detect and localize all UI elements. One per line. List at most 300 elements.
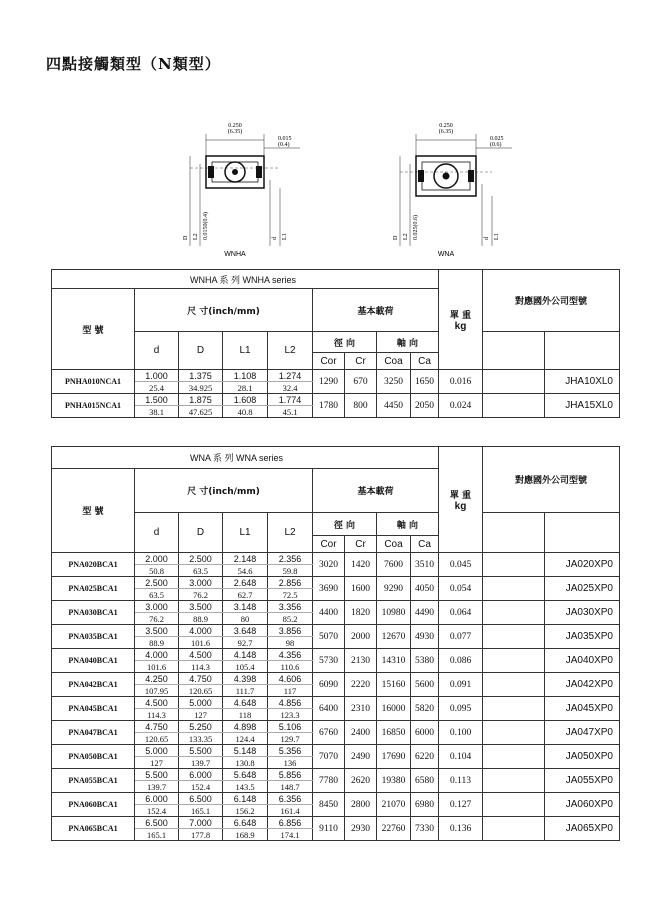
load-coa: 21070	[377, 793, 411, 817]
dim-L1-mm: 40.8	[223, 406, 268, 418]
load-ca: 6580	[411, 769, 439, 793]
dim-L1-inch: 1.608	[223, 394, 268, 406]
weight-cell: 0.077	[439, 625, 483, 649]
label-tolerance: 0.0150(0.4)	[203, 212, 209, 240]
ref-header: 對應國外公司型號	[483, 270, 620, 332]
dim-d-mm: 127	[135, 757, 179, 769]
ref-spacer	[483, 601, 545, 625]
ref-part-number: JA055XP0	[545, 769, 620, 793]
dim-D-inch: 6.000	[179, 769, 223, 781]
ref-part-number: JHA15XL0	[545, 394, 620, 418]
col-cr: Cr	[345, 353, 377, 370]
load-coa: 16000	[377, 697, 411, 721]
col-D: D	[179, 513, 223, 553]
load-cor: 1780	[313, 394, 345, 418]
load-ca: 6220	[411, 745, 439, 769]
dim-L2-inch: 1.774	[268, 394, 313, 406]
load-cr: 2130	[345, 649, 377, 673]
table-row	[52, 625, 620, 637]
dim-L2-inch: 4.356	[268, 649, 313, 661]
dim-D-inch: 1.375	[179, 370, 223, 382]
dim-D-mm: 101.6	[179, 637, 223, 649]
dim-L2-mm: 45.1	[268, 406, 313, 418]
dim-D-inch: 2.500	[179, 553, 223, 565]
load-ca: 6000	[411, 721, 439, 745]
dim-L1-inch: 3.648	[223, 625, 268, 637]
dim-D-mm: 47.625	[179, 406, 223, 418]
dim-L1-inch: 3.148	[223, 601, 268, 613]
load-ca: 2050	[411, 394, 439, 418]
dim-chamfer-inch: 0.025	[490, 136, 504, 142]
dim-d-inch: 2.000	[135, 553, 179, 565]
dim-L2-inch: 1.274	[268, 370, 313, 382]
dim-L2-mm: 117	[268, 685, 313, 697]
col-L2: L2	[268, 513, 313, 553]
dim-D-mm: 139.7	[179, 757, 223, 769]
load-cor: 8450	[313, 793, 345, 817]
weight-cell: 0.100	[439, 721, 483, 745]
model-cell: PNA065BCA1	[52, 817, 135, 841]
dim-L2-inch: 5.356	[268, 745, 313, 757]
ref-blank	[483, 513, 545, 553]
weight-label: 單 重	[449, 490, 472, 501]
dim-L2-inch: 2.356	[268, 553, 313, 565]
model-cell: PNHA010NCA1	[52, 370, 135, 394]
weight-cell: 0.086	[439, 649, 483, 673]
table-row	[52, 394, 620, 406]
size-header: 尺 寸(inch/mm)	[135, 469, 313, 513]
dim-d-mm: 63.5	[135, 589, 179, 601]
dim-L2-mm: 59.8	[268, 565, 313, 577]
load-cr: 2800	[345, 793, 377, 817]
dim-L1-mm: 124.4	[223, 733, 268, 745]
dim-L1-mm: 54.6	[223, 565, 268, 577]
load-coa: 9290	[377, 577, 411, 601]
col-d: d	[135, 332, 179, 370]
load-cor: 5730	[313, 649, 345, 673]
dim-L2-mm: 148.7	[268, 781, 313, 793]
weight-cell: 0.016	[439, 370, 483, 394]
model-cell: PNA047BCA1	[52, 721, 135, 745]
dim-L2-inch: 4.856	[268, 697, 313, 709]
load-cr: 1420	[345, 553, 377, 577]
load-coa: 12670	[377, 625, 411, 649]
spec-table-wnha	[51, 269, 620, 418]
load-cor: 7780	[313, 769, 345, 793]
weight-cell: 0.104	[439, 745, 483, 769]
page-title: 四點接觸類型（N類型）	[46, 55, 221, 73]
dim-d-mm: 165.1	[135, 829, 179, 841]
table-row	[52, 721, 620, 733]
load-cr: 800	[345, 394, 377, 418]
dim-D-inch: 3.000	[179, 577, 223, 589]
label-L1: L1	[494, 233, 500, 240]
ref-part-number: JA060XP0	[545, 793, 620, 817]
load-cr: 1820	[345, 601, 377, 625]
dim-L1-inch: 5.148	[223, 745, 268, 757]
dim-d-mm: 152.4	[135, 805, 179, 817]
load-ca: 7330	[411, 817, 439, 841]
model-cell: PNA045BCA1	[52, 697, 135, 721]
dim-D-mm: 127	[179, 709, 223, 721]
load-ca: 6980	[411, 793, 439, 817]
load-coa: 14310	[377, 649, 411, 673]
ref-spacer	[483, 721, 545, 745]
spec-table-wna	[51, 446, 620, 841]
dim-d-mm: 101.6	[135, 661, 179, 673]
label-L2: L2	[403, 233, 409, 240]
model-cell: PNA035BCA1	[52, 625, 135, 649]
dim-L2-mm: 123.3	[268, 709, 313, 721]
ref-spacer	[483, 649, 545, 673]
dim-D-mm: 63.5	[179, 565, 223, 577]
figure-caption: WNA	[437, 251, 455, 258]
ref-part-number: JA047XP0	[545, 721, 620, 745]
ref-spacer	[483, 394, 545, 418]
dim-L2-inch: 2.856	[268, 577, 313, 589]
label-d: d	[484, 237, 490, 240]
col-coa: Coa	[377, 353, 411, 370]
load-ca: 5820	[411, 697, 439, 721]
label-D: D	[393, 235, 399, 240]
dim-L1-inch: 4.898	[223, 721, 268, 733]
dim-L2-inch: 5.856	[268, 769, 313, 781]
dim-d-inch: 4.500	[135, 697, 179, 709]
dim-D-mm: 114.3	[179, 661, 223, 673]
dim-L1-inch: 4.398	[223, 673, 268, 685]
label-tolerance: 0.025(0.6)	[413, 215, 419, 240]
ref-part-number: JHA10XL0	[545, 370, 620, 394]
dim-d-inch: 1.000	[135, 370, 179, 382]
dim-D-mm: 177.8	[179, 829, 223, 841]
ref-part-number: JA025XP0	[545, 577, 620, 601]
dim-D-mm: 34.925	[179, 382, 223, 394]
dim-L2-mm: 174.1	[268, 829, 313, 841]
ref-spacer	[483, 793, 545, 817]
ref-part-number: JA065XP0	[545, 817, 620, 841]
ref-part-number: JA040XP0	[545, 649, 620, 673]
dim-L1-mm: 143.5	[223, 781, 268, 793]
label-D: D	[183, 235, 189, 240]
col-L1: L1	[223, 332, 268, 370]
dim-L1-inch: 6.648	[223, 817, 268, 829]
dim-d-inch: 6.000	[135, 793, 179, 805]
load-cor: 1290	[313, 370, 345, 394]
dim-d-inch: 3.000	[135, 601, 179, 613]
dim-D-inch: 3.500	[179, 601, 223, 613]
load-cr: 2310	[345, 697, 377, 721]
dim-D-inch: 4.000	[179, 625, 223, 637]
load-header: 基本載荷	[313, 469, 439, 513]
dim-width-mm: (6.35)	[438, 129, 454, 135]
figure-caption: WNHA	[224, 251, 246, 258]
series-header: WNA 系 列 WNA series	[52, 447, 439, 469]
ref-blank	[545, 513, 620, 553]
model-cell: PNA042BCA1	[52, 673, 135, 697]
table-row	[52, 601, 620, 613]
dim-d-mm: 50.8	[135, 565, 179, 577]
dim-chamfer-mm: (0.4)	[278, 142, 290, 148]
dim-D-inch: 1.875	[179, 394, 223, 406]
dim-L2-inch: 3.356	[268, 601, 313, 613]
load-coa: 15160	[377, 673, 411, 697]
dim-d-mm: 107.95	[135, 685, 179, 697]
table-row	[52, 673, 620, 685]
load-cor: 6090	[313, 673, 345, 697]
weight-unit: kg	[454, 500, 467, 512]
load-ca: 4930	[411, 625, 439, 649]
table-row	[52, 577, 620, 589]
dim-L2-inch: 5.106	[268, 721, 313, 733]
dim-L2-inch: 6.356	[268, 793, 313, 805]
load-cor: 5070	[313, 625, 345, 649]
load-coa: 4450	[377, 394, 411, 418]
ref-spacer	[483, 817, 545, 841]
dim-L2-mm: 110.6	[268, 661, 313, 673]
dim-L1-mm: 62.7	[223, 589, 268, 601]
col-cor: Cor	[313, 536, 345, 553]
dim-D-inch: 4.750	[179, 673, 223, 685]
model-cell: PNA055BCA1	[52, 769, 135, 793]
table-row	[52, 745, 620, 757]
dim-d-mm: 139.7	[135, 781, 179, 793]
load-coa: 7600	[377, 553, 411, 577]
col-L1: L1	[223, 513, 268, 553]
dim-L2-inch: 4.606	[268, 673, 313, 685]
table-row	[52, 649, 620, 661]
load-cr: 2000	[345, 625, 377, 649]
load-cor: 9110	[313, 817, 345, 841]
dim-L1-mm: 80	[223, 613, 268, 625]
weight-cell: 0.095	[439, 697, 483, 721]
ref-part-number: JA035XP0	[545, 625, 620, 649]
dim-d-inch: 3.500	[135, 625, 179, 637]
dim-L1-inch: 4.148	[223, 649, 268, 661]
dim-D-mm: 76.2	[179, 589, 223, 601]
dim-L1-mm: 130.8	[223, 757, 268, 769]
dim-d-mm: 76.2	[135, 613, 179, 625]
ref-spacer	[483, 577, 545, 601]
dim-chamfer-inch: 0.015	[278, 136, 292, 142]
table-row	[52, 793, 620, 805]
dim-L1-inch: 4.648	[223, 697, 268, 709]
dim-L2-inch: 3.856	[268, 625, 313, 637]
weight-label: 單 重	[449, 310, 472, 321]
col-coa: Coa	[377, 536, 411, 553]
weight-cell: 0.127	[439, 793, 483, 817]
weight-cell: 0.045	[439, 553, 483, 577]
label-d: d	[272, 237, 278, 240]
load-cor: 6760	[313, 721, 345, 745]
dim-L1-mm: 168.9	[223, 829, 268, 841]
dim-D-mm: 165.1	[179, 805, 223, 817]
load-cr: 2220	[345, 673, 377, 697]
dim-D-mm: 152.4	[179, 781, 223, 793]
load-ca: 4050	[411, 577, 439, 601]
model-cell: PNA020BCA1	[52, 553, 135, 577]
dim-L1-mm: 111.7	[223, 685, 268, 697]
load-cr: 1600	[345, 577, 377, 601]
weight-header	[439, 270, 483, 370]
label-L1: L1	[282, 233, 288, 240]
load-cr: 2930	[345, 817, 377, 841]
model-header: 型 號	[52, 469, 135, 553]
col-L2: L2	[268, 332, 313, 370]
weight-header	[439, 447, 483, 553]
load-cor: 4400	[313, 601, 345, 625]
table-row	[52, 697, 620, 709]
dim-d-inch: 5.500	[135, 769, 179, 781]
series-header: WNHA 系 列 WNHA series	[52, 270, 439, 289]
load-coa: 17690	[377, 745, 411, 769]
ref-spacer	[483, 769, 545, 793]
load-ca: 3510	[411, 553, 439, 577]
dim-L1-inch: 1.108	[223, 370, 268, 382]
axial-header: 軸 向	[377, 332, 439, 353]
dim-d-inch: 2.500	[135, 577, 179, 589]
load-cr: 670	[345, 370, 377, 394]
weight-cell: 0.113	[439, 769, 483, 793]
dim-L1-mm: 118	[223, 709, 268, 721]
dim-D-inch: 4.500	[179, 649, 223, 661]
load-cor: 6400	[313, 697, 345, 721]
ref-spacer	[483, 697, 545, 721]
weight-cell: 0.136	[439, 817, 483, 841]
ref-spacer	[483, 673, 545, 697]
ref-spacer	[483, 370, 545, 394]
dim-D-mm: 133.35	[179, 733, 223, 745]
col-cr: Cr	[345, 536, 377, 553]
dim-width-mm: (6.35)	[227, 129, 243, 135]
dim-L2-inch: 6.856	[268, 817, 313, 829]
load-cor: 3020	[313, 553, 345, 577]
dim-chamfer-mm: (0.6)	[490, 142, 502, 148]
ref-part-number: JA042XP0	[545, 673, 620, 697]
ref-part-number: JA050XP0	[545, 745, 620, 769]
weight-unit: kg	[454, 320, 467, 332]
dim-D-inch: 6.500	[179, 793, 223, 805]
axial-header: 軸 向	[377, 513, 439, 536]
load-cr: 2620	[345, 769, 377, 793]
col-d: d	[135, 513, 179, 553]
ref-blank	[545, 332, 620, 370]
load-header: 基本載荷	[313, 289, 439, 332]
col-cor: Cor	[313, 353, 345, 370]
dim-D-mm: 88.9	[179, 613, 223, 625]
dim-L1-inch: 5.648	[223, 769, 268, 781]
dim-d-mm: 114.3	[135, 709, 179, 721]
weight-cell: 0.091	[439, 673, 483, 697]
ref-part-number: JA020XP0	[545, 553, 620, 577]
model-header: 型 號	[52, 289, 135, 370]
dim-L2-mm: 98	[268, 637, 313, 649]
col-D: D	[179, 332, 223, 370]
weight-cell: 0.024	[439, 394, 483, 418]
model-cell: PNA030BCA1	[52, 601, 135, 625]
ref-spacer	[483, 553, 545, 577]
table-row	[52, 553, 620, 565]
dim-D-inch: 5.250	[179, 721, 223, 733]
col-ca: Ca	[411, 353, 439, 370]
dim-d-inch: 5.000	[135, 745, 179, 757]
dim-L2-mm: 161.4	[268, 805, 313, 817]
dim-L1-inch: 6.148	[223, 793, 268, 805]
table-row	[52, 817, 620, 829]
dim-L2-mm: 85.2	[268, 613, 313, 625]
col-ca: Ca	[411, 536, 439, 553]
label-L2: L2	[193, 233, 199, 240]
load-coa: 3250	[377, 370, 411, 394]
dim-d-mm: 88.9	[135, 637, 179, 649]
load-cor: 7070	[313, 745, 345, 769]
model-cell: PNHA015NCA1	[52, 394, 135, 418]
dim-D-inch: 5.000	[179, 697, 223, 709]
radial-header: 徑 向	[313, 332, 377, 353]
load-cor: 3690	[313, 577, 345, 601]
ref-blank	[483, 332, 545, 370]
weight-cell: 0.054	[439, 577, 483, 601]
load-coa: 22760	[377, 817, 411, 841]
table-row	[52, 769, 620, 781]
model-cell: PNA060BCA1	[52, 793, 135, 817]
model-cell: PNA025BCA1	[52, 577, 135, 601]
ref-part-number: JA030XP0	[545, 601, 620, 625]
load-cr: 2400	[345, 721, 377, 745]
dim-d-inch: 4.750	[135, 721, 179, 733]
load-ca: 5380	[411, 649, 439, 673]
load-coa: 19380	[377, 769, 411, 793]
dim-width-inch: 0.250	[228, 123, 242, 129]
dim-d-inch: 4.250	[135, 673, 179, 685]
dim-L1-inch: 2.148	[223, 553, 268, 565]
ref-header: 對應國外公司型號	[483, 447, 620, 513]
weight-cell: 0.064	[439, 601, 483, 625]
dim-L2-mm: 32.4	[268, 382, 313, 394]
radial-header: 徑 向	[313, 513, 377, 536]
dim-d-inch: 1.500	[135, 394, 179, 406]
dim-d-mm: 38.1	[135, 406, 179, 418]
dim-d-mm: 25.4	[135, 382, 179, 394]
dim-L1-inch: 2.648	[223, 577, 268, 589]
dim-D-inch: 5.500	[179, 745, 223, 757]
ref-part-number: JA045XP0	[545, 697, 620, 721]
dim-L1-mm: 105.4	[223, 661, 268, 673]
size-header: 尺 寸(inch/mm)	[135, 289, 313, 332]
bearing-drawing-wna	[372, 118, 522, 263]
ref-spacer	[483, 745, 545, 769]
dim-L2-mm: 136	[268, 757, 313, 769]
dim-width-inch: 0.250	[439, 123, 453, 129]
load-cr: 2490	[345, 745, 377, 769]
load-ca: 5600	[411, 673, 439, 697]
dim-L2-mm: 129.7	[268, 733, 313, 745]
table-row	[52, 370, 620, 382]
dim-D-mm: 120.65	[179, 685, 223, 697]
dim-d-mm: 120.65	[135, 733, 179, 745]
dim-L1-mm: 156.2	[223, 805, 268, 817]
dim-D-inch: 7.000	[179, 817, 223, 829]
bearing-drawing-wnha	[160, 118, 310, 263]
load-ca: 4490	[411, 601, 439, 625]
load-ca: 1650	[411, 370, 439, 394]
load-coa: 16850	[377, 721, 411, 745]
model-cell: PNA040BCA1	[52, 649, 135, 673]
dim-L2-mm: 72.5	[268, 589, 313, 601]
dim-L1-mm: 92.7	[223, 637, 268, 649]
model-cell: PNA050BCA1	[52, 745, 135, 769]
ref-spacer	[483, 625, 545, 649]
dim-d-inch: 6.500	[135, 817, 179, 829]
